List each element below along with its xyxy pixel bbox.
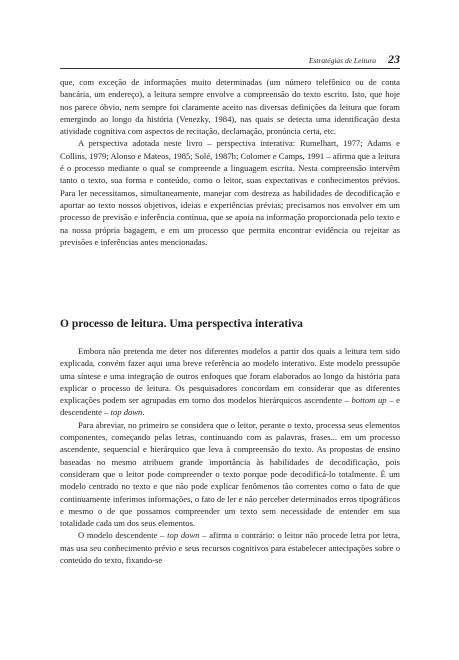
italic-term: top down bbox=[110, 407, 143, 418]
page-number: 23 bbox=[388, 52, 400, 66]
paragraph: Para abreviar, no primeiro se considera que o leitor, perante o texto, processa seus elementos componentes, começando pelas letras, continuando com as palavras, frases... em um processo ascendente, sequencial e hierárquico que leva à compreensão do texto. As propostas de ensino baseadas no mesmo atribuem grande importância às habilidades de decodificação, pois consideram que o leitor pode compreender o texto porque pode decodificá-lo totalmente. É um modelo centrado no texto e que não pode explicar fenômenos tão correntes como o fato de que continuamente inferimos informações, o fato de ler e não perceber determinados erros tipográficos e mesmo o de que possamos compreender um texto sem necessidade de entender em sua totalidade cada um dos seus elementos. bbox=[60, 419, 400, 529]
body-text-top bbox=[60, 76, 400, 248]
section-heading: O processo de leitura. Uma perspectiva interativa bbox=[60, 318, 303, 330]
running-header bbox=[60, 52, 400, 69]
italic-term: bottom up bbox=[351, 395, 387, 406]
paragraph: O modelo descendente – top down – afirma o contrário: o leitor não procede letra por letra, mas usa seu conhecimento prévio e seus recursos cognitivos para estabelecer antecipações sobre o conteúdo do texto, fixando-se bbox=[60, 530, 400, 566]
paragraph: Embora não pretenda me deter nos diferentes modelos a partir dos quais a leitura tem sido explicada, convém fazer aqui uma breve referência ao modelo interativo. Este modelo pressupõe uma síntese e uma integração de outros enfoques que foram elaborados ao longo da história para explicar o processo de leitura. Os pesquisadores concordam em considerar que as diferentes explicações podem ser agrupadas em torno dos modelos hierárquicos ascendente – bottom up – e descendente – top down. bbox=[60, 346, 400, 418]
paragraph: que, com exceção de informações muito determinadas (um número telefônico ou de conta bancária, um endereço), a leitura sempre envolve a compreensão do texto escrito. Isto, que hoje nos parece óbvio, nem sempre foi claramente aceito nas diversas definições da leitura que foram emergindo ao longo da história (Venezky, 1984), nas quais se detecta uma identificação desta atividade cognitiva com aspectos de recitação, declamação, pronúncia certa, etc. bbox=[60, 77, 400, 137]
running-title: Estratégias de Leitura bbox=[308, 56, 376, 65]
italic-term: top down bbox=[167, 530, 200, 541]
paragraph: A perspectiva adotada neste livro – perspectiva interativa: Rumelhart, 1977; Adams e Collins, 1979; Alonso e Mateos, 1985; Solé, 1987b; Colomer e Camps, 1991 – afirma que a leitura é o processo mediante o qual se compreende a linguagem escrita. Nesta compreensão intervêm tanto o texto, sua forma e conteúdo, como o leitor, suas expectativas e conhecimentos prévios. Para ler necessitamos, simultaneamente, manejar com destreza as habilidades de decodificação e aportar ao texto nossos objetivos, ideias e experiências prévias; precisamos nos envolver em um processo de previsão e inferência contínua, que se apoia na informação proporcionada pelo texto e na nossa própria bagagem, e em um processo que permita encontrar evidência ou rejeitar as previsões e inferências antes mencionadas. bbox=[60, 138, 400, 247]
body-text-section bbox=[60, 345, 400, 566]
